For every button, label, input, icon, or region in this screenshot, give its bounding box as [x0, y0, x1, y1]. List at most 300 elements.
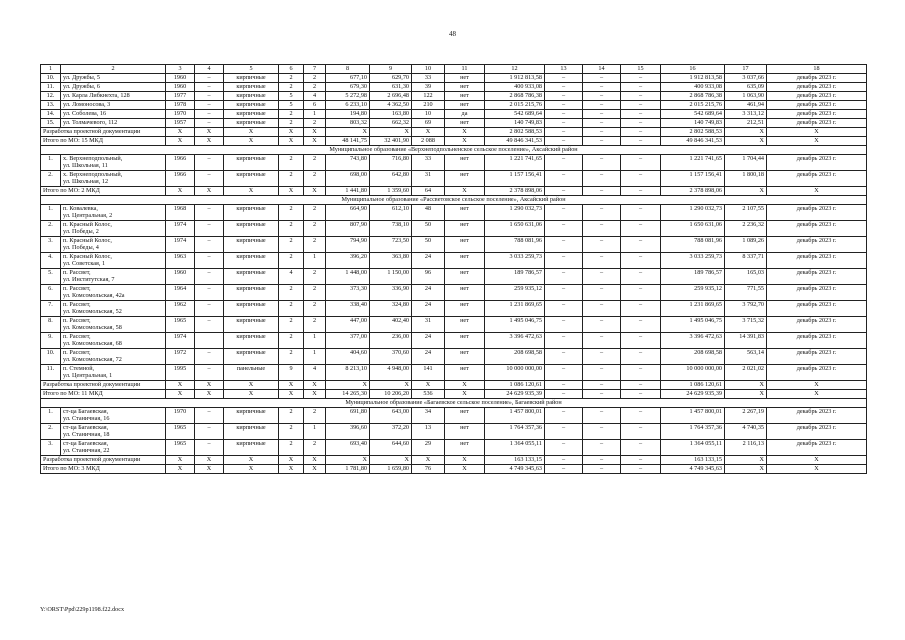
table-cell: – [621, 253, 661, 269]
address-cell [61, 349, 166, 365]
table-cell: – [545, 101, 583, 110]
address-line-2: ул. Школьная, 11 [63, 162, 108, 169]
table-cell: кирпичные [224, 221, 279, 237]
address-line-1: п. Красный Колос, [63, 221, 112, 228]
column-number: 3 [166, 65, 195, 74]
table-cell: 10. [41, 74, 61, 83]
summary-label: Разработка проектной документации [41, 128, 166, 137]
table-cell: X [166, 187, 195, 196]
table-cell: X [166, 381, 195, 390]
table-cell: 542 689,64 [661, 110, 725, 119]
table-cell: 12. [41, 92, 61, 101]
table-cell: 1 781,80 [326, 465, 370, 474]
table-cell: 8. [41, 317, 61, 333]
table-cell: 1 800,18 [725, 171, 767, 187]
address-cell [61, 253, 166, 269]
table-cell: 1974 [166, 221, 195, 237]
table-cell: декабрь 2023 г. [767, 119, 867, 128]
table-cell: 5. [41, 269, 61, 285]
table-cell: 48 141,75 [326, 137, 370, 146]
address-line-1: п. Рассвет, [63, 349, 91, 356]
table-cell: нет [445, 221, 485, 237]
table-cell: X [326, 456, 370, 465]
table-cell: 2 [279, 83, 304, 92]
table-cell: – [545, 424, 583, 440]
table-cell: – [583, 317, 621, 333]
section-title: Муниципальное образование «Рассветовское сельское поселение», Аксайский район [41, 196, 867, 205]
table-cell: 1 290 032,73 [661, 205, 725, 221]
table-cell: 1 364 055,11 [485, 440, 545, 456]
table-cell: – [621, 465, 661, 474]
address-cell [61, 205, 166, 221]
table-cell: 771,55 [725, 285, 767, 301]
table-cell: 210 [412, 101, 445, 110]
table-cell: – [545, 381, 583, 390]
section-row [41, 196, 867, 205]
table-cell: – [621, 187, 661, 196]
table-row [41, 440, 867, 456]
table-cell: 372,20 [370, 424, 412, 440]
column-number: 7 [304, 65, 326, 74]
table-cell: X [279, 128, 304, 137]
table-cell: 1972 [166, 349, 195, 365]
column-number: 2 [61, 65, 166, 74]
table-cell: – [621, 301, 661, 317]
table-cell: X [279, 465, 304, 474]
table-cell: – [195, 110, 224, 119]
table-cell: 4 [279, 269, 304, 285]
address-cell: ул. Дружбы, 6 [61, 83, 166, 92]
table-cell: 10 000 000,00 [661, 365, 725, 381]
table-cell: – [621, 285, 661, 301]
address-cell: ул. Карла Либкнехта, 128 [61, 92, 166, 101]
table-cell: – [545, 128, 583, 137]
table-cell: 2 [304, 285, 326, 301]
table-cell: 2 267,19 [725, 408, 767, 424]
table-cell: нет [445, 365, 485, 381]
address-cell [61, 155, 166, 171]
table-cell: – [195, 424, 224, 440]
address-cell [61, 285, 166, 301]
table-cell: – [583, 301, 621, 317]
table-cell: 338,40 [326, 301, 370, 317]
table-cell: 336,90 [370, 285, 412, 301]
table-cell: 2 [304, 221, 326, 237]
table-cell: 5 [279, 92, 304, 101]
table-cell: 163 133,15 [661, 456, 725, 465]
column-number: 10 [412, 65, 445, 74]
table-cell: 5 272,98 [326, 92, 370, 101]
table-cell: 24 629 935,39 [661, 390, 725, 399]
table-cell: X [767, 465, 867, 474]
table-cell: 2 107,55 [725, 205, 767, 221]
table-cell: 1970 [166, 110, 195, 119]
table-cell: 2. [41, 221, 61, 237]
summary-row [41, 465, 867, 474]
table-cell: 1 [304, 333, 326, 349]
table-cell: 10 206,20 [370, 390, 412, 399]
table-cell: – [583, 390, 621, 399]
table-cell: – [621, 110, 661, 119]
table-cell: – [545, 456, 583, 465]
column-number: 15 [621, 65, 661, 74]
table-cell: – [621, 92, 661, 101]
table-cell: 5 [279, 101, 304, 110]
table-cell: 402,40 [370, 317, 412, 333]
table-cell: 1963 [166, 253, 195, 269]
column-number: 5 [224, 65, 279, 74]
table-cell: 2 [304, 408, 326, 424]
table-cell: – [545, 269, 583, 285]
table-cell: 3 037,66 [725, 74, 767, 83]
table-cell: X [304, 187, 326, 196]
table-row [41, 333, 867, 349]
table-cell: 536 [412, 390, 445, 399]
table-cell: 24 [412, 285, 445, 301]
table-cell: – [583, 171, 621, 187]
table-cell: 8 213,10 [326, 365, 370, 381]
table-cell: 2 [279, 424, 304, 440]
table-cell: нет [445, 101, 485, 110]
table-cell: 4 749 345,63 [485, 465, 545, 474]
address-line-2: ул. Станичная, 22 [63, 447, 110, 454]
table-cell: 370,60 [370, 349, 412, 365]
table-cell: 1 457 800,01 [661, 408, 725, 424]
table-cell: 698,00 [326, 171, 370, 187]
table-cell: 612,10 [370, 205, 412, 221]
section-row [41, 146, 867, 155]
table-cell: 716,80 [370, 155, 412, 171]
table-cell: 24 629 935,39 [485, 390, 545, 399]
table-cell: – [583, 187, 621, 196]
address-line-2: ул. Комсомольская, 72 [63, 356, 122, 363]
address-line-2: ул. Институтская, 7 [63, 276, 115, 283]
table-cell: X [279, 187, 304, 196]
table-cell: 14 265,30 [326, 390, 370, 399]
summary-row [41, 187, 867, 196]
table-cell: 140 749,83 [661, 119, 725, 128]
table-cell: 2 [279, 221, 304, 237]
table-cell: 194,80 [326, 110, 370, 119]
table-cell: X [725, 137, 767, 146]
table-cell: 542 689,64 [485, 110, 545, 119]
table-cell: 2 [279, 285, 304, 301]
address-line-2: ул. Комсомольская, 68 [63, 340, 122, 347]
section-row [41, 399, 867, 408]
table-cell: – [621, 119, 661, 128]
table-row [41, 83, 867, 92]
address-line-1: п. Рассвет, [63, 269, 91, 276]
table-cell: X [224, 381, 279, 390]
address-cell [61, 269, 166, 285]
address-line-1: ст-ца Багаевская, [63, 424, 109, 431]
table-cell: кирпичные [224, 101, 279, 110]
table-cell: 1 912 813,58 [485, 74, 545, 83]
table-row [41, 424, 867, 440]
table-cell: 679,30 [326, 83, 370, 92]
table-cell: – [195, 119, 224, 128]
table-cell: 2 868 786,38 [485, 92, 545, 101]
address-line-1: п. Рассвет, [63, 333, 91, 340]
table-cell: 662,32 [370, 119, 412, 128]
table-cell: X [279, 390, 304, 399]
table-cell: X [195, 128, 224, 137]
summary-row [41, 390, 867, 399]
summary-label: Итого по МО: 3 МКД [41, 465, 166, 474]
table-cell: 7. [41, 301, 61, 317]
table-cell: 1 [304, 349, 326, 365]
table-cell: нет [445, 205, 485, 221]
table-cell: 11. [41, 83, 61, 92]
table-cell: 64 [412, 187, 445, 196]
table-cell: – [195, 269, 224, 285]
summary-row [41, 137, 867, 146]
table-cell: – [545, 390, 583, 399]
table-cell: 691,80 [326, 408, 370, 424]
table-cell: 447,00 [326, 317, 370, 333]
table-cell: X [767, 390, 867, 399]
column-number: 6 [279, 65, 304, 74]
table-cell: – [621, 381, 661, 390]
address-line-2: ул. Советская, 1 [63, 260, 106, 267]
table-cell: – [195, 155, 224, 171]
table-cell: 2 015 215,76 [485, 101, 545, 110]
address-line-1: п. Рассвет, [63, 317, 91, 324]
table-row [41, 269, 867, 285]
table-cell: X [370, 128, 412, 137]
table-cell: – [583, 101, 621, 110]
table-cell: 1974 [166, 333, 195, 349]
table-cell: – [583, 381, 621, 390]
table-cell: кирпичные [224, 285, 279, 301]
table-row [41, 74, 867, 83]
table-cell: – [545, 205, 583, 221]
table-cell: 1. [41, 155, 61, 171]
table-cell: 6 [304, 101, 326, 110]
table-cell: – [621, 333, 661, 349]
table-cell: X [767, 137, 867, 146]
table-cell: 2 015 215,76 [661, 101, 725, 110]
table-cell: 723,50 [370, 237, 412, 253]
table-cell: 1 364 055,11 [661, 440, 725, 456]
address-line-1: п. Красный Колос, [63, 237, 112, 244]
table-cell: 2 [304, 155, 326, 171]
column-number: 16 [661, 65, 725, 74]
table-cell: 1957 [166, 119, 195, 128]
table-cell: – [195, 317, 224, 333]
table-cell: кирпичные [224, 408, 279, 424]
table-cell: 49 846 341,53 [485, 137, 545, 146]
table-cell: – [583, 285, 621, 301]
table-cell: 363,80 [370, 253, 412, 269]
address-cell [61, 424, 166, 440]
table-cell: 461,94 [725, 101, 767, 110]
table-cell: нет [445, 408, 485, 424]
table-cell: 140 749,83 [485, 119, 545, 128]
table-cell: 396,20 [326, 253, 370, 269]
table-cell: X [195, 187, 224, 196]
table-cell: 2 [304, 119, 326, 128]
table-cell: 1 650 631,06 [661, 221, 725, 237]
table-cell: 1 457 800,01 [485, 408, 545, 424]
address-cell [61, 365, 166, 381]
table-cell: 39 [412, 83, 445, 92]
table-cell: X [195, 381, 224, 390]
table-cell: нет [445, 317, 485, 333]
address-cell: ул. Ломоносова, 3 [61, 101, 166, 110]
table-cell: – [195, 408, 224, 424]
table-cell: 2 [304, 237, 326, 253]
table-cell: кирпичные [224, 269, 279, 285]
address-line-2: ул. Станичная, 16 [63, 415, 110, 422]
address-cell [61, 408, 166, 424]
table-cell: 1. [41, 205, 61, 221]
table-cell: X [725, 465, 767, 474]
table-cell: – [583, 205, 621, 221]
table-cell: нет [445, 301, 485, 317]
address-line-1: п. Красный Колос, [63, 253, 112, 260]
column-number: 8 [326, 65, 370, 74]
table-cell: 2 [279, 205, 304, 221]
table-cell: – [621, 155, 661, 171]
address-cell [61, 440, 166, 456]
table-cell: 1 221 741,65 [485, 155, 545, 171]
address-line-1: ст-ца Багаевская, [63, 408, 109, 415]
table-cell: 1960 [166, 269, 195, 285]
table-cell: X [224, 187, 279, 196]
table-cell: кирпичные [224, 205, 279, 221]
table-row [41, 110, 867, 119]
table-row [41, 253, 867, 269]
table-cell: – [621, 317, 661, 333]
table-cell: 3 792,70 [725, 301, 767, 317]
table-cell: 396,60 [326, 424, 370, 440]
summary-label: Разработка проектной документации [41, 456, 166, 465]
table-cell: кирпичные [224, 333, 279, 349]
table-cell: 31 [412, 171, 445, 187]
table-cell: 1974 [166, 237, 195, 253]
table-cell: 2 [279, 440, 304, 456]
table-cell: – [545, 365, 583, 381]
column-number: 9 [370, 65, 412, 74]
table-cell: 32 401,90 [370, 137, 412, 146]
address-line-2: ул. Комсомольская, 52 [63, 308, 122, 315]
table-cell: 10. [41, 349, 61, 365]
table-cell: 377,00 [326, 333, 370, 349]
address-cell [61, 221, 166, 237]
table-cell: – [195, 171, 224, 187]
table-cell: X [224, 465, 279, 474]
table-cell: 1965 [166, 424, 195, 440]
table-cell: – [545, 285, 583, 301]
table-cell: 2 236,32 [725, 221, 767, 237]
table-row [41, 408, 867, 424]
table-cell: кирпичные [224, 92, 279, 101]
address-line-1: п. Рассвет, [63, 285, 91, 292]
table-cell: 11. [41, 365, 61, 381]
table-cell: 807,90 [326, 221, 370, 237]
table-cell: – [583, 424, 621, 440]
table-cell: 10 [412, 110, 445, 119]
table-cell: нет [445, 349, 485, 365]
table-cell: кирпичные [224, 253, 279, 269]
table-cell: – [195, 237, 224, 253]
table-cell: 4. [41, 253, 61, 269]
table-cell: 1966 [166, 171, 195, 187]
table-cell: – [195, 301, 224, 317]
table-cell: нет [445, 119, 485, 128]
table-cell: X [279, 137, 304, 146]
table-cell: – [621, 456, 661, 465]
table-cell: декабрь 2023 г. [767, 155, 867, 171]
table-cell: 2 [304, 171, 326, 187]
table-cell: – [583, 333, 621, 349]
table-cell: 788 081,96 [661, 237, 725, 253]
table-cell: – [195, 253, 224, 269]
column-number: 1 [41, 65, 61, 74]
table-cell: 1 659,80 [370, 465, 412, 474]
summary-row [41, 456, 867, 465]
table-cell: – [195, 101, 224, 110]
address-line-2: ул. Станичная, 18 [63, 431, 110, 438]
summary-label: Итого по МО: 15 МКД [41, 137, 166, 146]
table-cell: 635,09 [725, 83, 767, 92]
table-cell: декабрь 2023 г. [767, 237, 867, 253]
table-cell: декабрь 2023 г. [767, 221, 867, 237]
table-cell: 1 912 813,58 [661, 74, 725, 83]
table-row [41, 101, 867, 110]
table-row [41, 92, 867, 101]
table-cell: декабрь 2023 г. [767, 424, 867, 440]
table-cell: – [545, 155, 583, 171]
table-cell: 2 [304, 205, 326, 221]
table-cell: X [725, 456, 767, 465]
table-cell: 10 000 000,00 [485, 365, 545, 381]
table-cell: – [583, 128, 621, 137]
table-cell: 1 231 869,65 [661, 301, 725, 317]
table-cell: 2 [304, 74, 326, 83]
table-cell: 4 948,00 [370, 365, 412, 381]
table-cell: – [583, 74, 621, 83]
table-cell: 24 [412, 301, 445, 317]
table-cell: декабрь 2023 г. [767, 83, 867, 92]
table-cell: 2 378 898,06 [661, 187, 725, 196]
table-cell: 1 650 631,06 [485, 221, 545, 237]
table-cell: 76 [412, 465, 445, 474]
table-cell: 13 [412, 424, 445, 440]
table-row [41, 171, 867, 187]
table-cell: 1 086 120,61 [485, 381, 545, 390]
table-cell: 2. [41, 171, 61, 187]
table-cell: кирпичные [224, 74, 279, 83]
table-cell: 1 290 032,73 [485, 205, 545, 221]
table-cell: 96 [412, 269, 445, 285]
table-cell: 189 786,57 [661, 269, 725, 285]
table-cell: X [224, 128, 279, 137]
table-cell: да [445, 110, 485, 119]
table-cell: X [195, 465, 224, 474]
table-cell: X [412, 456, 445, 465]
table-cell: 1 063,90 [725, 92, 767, 101]
table-cell: – [545, 74, 583, 83]
address-line-2: ул. Победы, 4 [63, 244, 99, 251]
address-cell: ул. Соболева, 16 [61, 110, 166, 119]
summary-row [41, 128, 867, 137]
table-cell: X [195, 456, 224, 465]
table-cell: 644,60 [370, 440, 412, 456]
table-cell: X [767, 128, 867, 137]
table-cell: 48 [412, 205, 445, 221]
